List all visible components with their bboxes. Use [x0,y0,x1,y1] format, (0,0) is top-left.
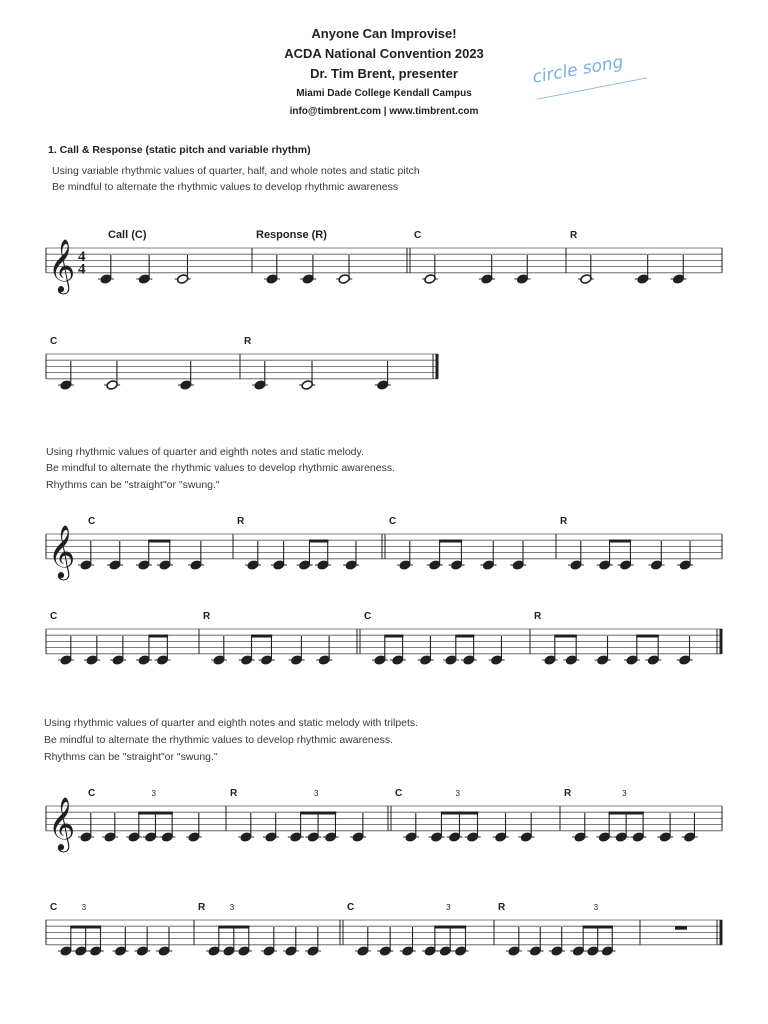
measure-label: R [237,516,245,527]
measure-label: R [198,902,206,913]
measure-label: R [570,230,578,241]
measure-label: C [50,902,58,913]
measure-label: R [534,611,542,622]
time-signature-bottom: 4 [78,261,86,278]
handwritten-note: circle song [530,52,625,88]
contact-info: info@timbrent.com | www.timbrent.com [289,106,479,117]
beam [609,812,644,815]
beam [138,812,173,815]
beam [70,926,101,929]
section-1-line-2: Be mindful to alternate the rhythmic values to develop rhythmic awareness [52,181,399,193]
section-2-line-3: Rhythms can be "straight"or "swung." [46,479,220,491]
triplet-marker: 3 [229,903,235,912]
measure-label: C [50,336,58,347]
beam [251,635,272,638]
triplet-marker: 3 [455,789,460,798]
measure-label: C [347,902,355,913]
measure-label: Call (C) [108,229,147,241]
beam [148,540,170,543]
beam [384,635,403,638]
triplet-marker: 3 [151,789,156,798]
beam [309,540,328,543]
section-3-line-3: Rhythms can be "straight"or "swung." [44,751,218,763]
document-title: Anyone Can Improvise! [311,26,457,41]
beam [300,812,336,815]
section-2-line-1: Using rhythmic values of quarter and eighth notes and static melody. [46,446,364,458]
section-1-heading: 1. Call & Response (static pitch and variable rhythm) [48,144,311,156]
beam [583,926,613,929]
section-1-line-1: Using variable rhythmic values of quarter, half, and whole notes and static pitch [52,165,420,177]
measure-label: R [564,788,572,799]
beam [441,812,478,815]
beam [148,635,168,638]
measure-label: C [50,611,58,622]
beam [434,926,466,929]
measure-label: R [560,516,568,527]
beam [609,540,631,543]
section-3-line-2: Be mindful to alternate the rhythmic values to develop rhythmic awareness. [44,734,394,746]
presenter-name: Dr. Tim Brent, presenter [310,66,458,81]
measure-label: R [230,788,238,799]
time-signature-top: 4 [78,249,86,265]
beam [218,926,249,929]
measure-label: R [498,902,506,913]
treble-clef-icon: 𝄞 [48,237,76,292]
measure-label: C [389,516,397,527]
triplet-marker: 3 [622,789,627,798]
measure-label: C [88,516,96,527]
beam [554,635,577,638]
triplet-marker: 3 [314,789,319,798]
measure-label: Response (R) [256,229,327,241]
measure-label: R [203,611,211,622]
measure-label: C [414,230,422,241]
measure-label: C [395,788,403,799]
measure-label: C [364,611,372,622]
whole-rest-icon [675,926,687,930]
beam [636,635,659,638]
triplet-marker: 3 [446,903,451,912]
measure-label: C [88,788,96,799]
section-2-line-2: Be mindful to alternate the rhythmic values to develop rhythmic awareness. [46,462,396,474]
triplet-marker: 3 [81,903,87,912]
treble-clef-icon: 𝄞 [48,795,76,850]
measure-label: R [244,336,252,347]
event-name: ACDA National Convention 2023 [284,46,484,61]
section-3-line-1: Using rhythmic values of quarter and eighth notes and static melody with trilpets. [44,717,419,729]
beam [439,540,462,543]
treble-clef-icon: 𝄞 [48,523,76,578]
campus-name: Miami Dade College Kendall Campus [296,88,472,99]
beam [455,635,474,638]
triplet-marker: 3 [593,903,599,912]
